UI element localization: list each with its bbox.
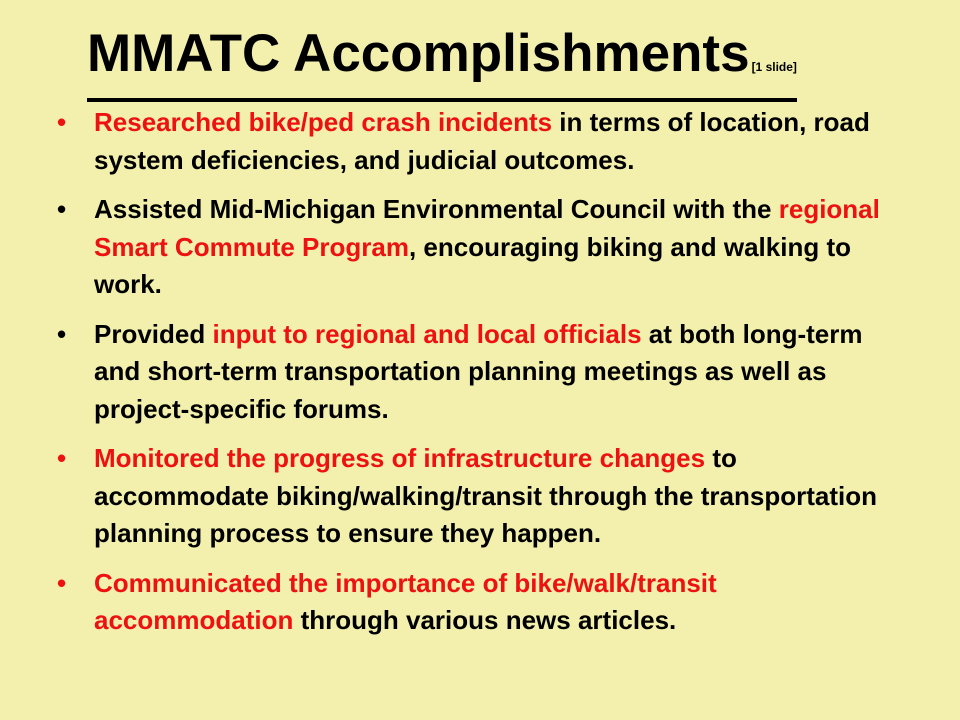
bullet-item bbox=[57, 440, 907, 553]
bullet-text: Provided bbox=[94, 318, 213, 349]
bullet-item bbox=[57, 565, 907, 640]
bullet-text-highlight: Communicated the importance of bike/walk/transit accommodation bbox=[94, 567, 717, 635]
bullet-text-highlight: Researched bike/ped crash incidents bbox=[94, 107, 553, 137]
slide-title-note: [1 slide] bbox=[751, 60, 797, 74]
bullet-text-highlight: input to regional and local officials bbox=[212, 318, 642, 349]
bullet-item bbox=[57, 191, 907, 304]
bullet-text: at both long-term and short-term transportation planning meetings as well as project-specific forums. bbox=[94, 318, 863, 424]
bullet-item bbox=[57, 104, 907, 179]
bullet-list bbox=[57, 104, 907, 652]
bullet-text: to accommodate biking/walking/transit through the transportation planning process to ensure they happen. bbox=[94, 443, 877, 548]
bullet-text: in terms of location, road system deficiencies, and judicial outcomes. bbox=[94, 107, 870, 175]
bullet-glyph: • bbox=[57, 443, 67, 473]
title-area bbox=[87, 24, 877, 90]
slide-title-text: MMATC Accomplishments bbox=[87, 24, 750, 83]
bullet-text-highlight: Monitored the progress of infrastructure changes bbox=[94, 443, 706, 473]
bullet-text-highlight: regional Smart Commute Program bbox=[94, 194, 880, 262]
bullet-item bbox=[57, 316, 907, 429]
bullet-glyph: • bbox=[57, 194, 67, 224]
bullet-text: , encouraging biking and walking to work. bbox=[94, 231, 851, 299]
bullet-glyph: • bbox=[57, 318, 67, 349]
bullet-text: Assisted Mid-Michigan Environmental Council with the bbox=[94, 194, 779, 224]
bullet-glyph: • bbox=[57, 567, 67, 598]
bullet-text: through various news articles. bbox=[293, 605, 677, 635]
bullet-glyph: • bbox=[57, 107, 67, 137]
slide-title bbox=[87, 24, 797, 102]
